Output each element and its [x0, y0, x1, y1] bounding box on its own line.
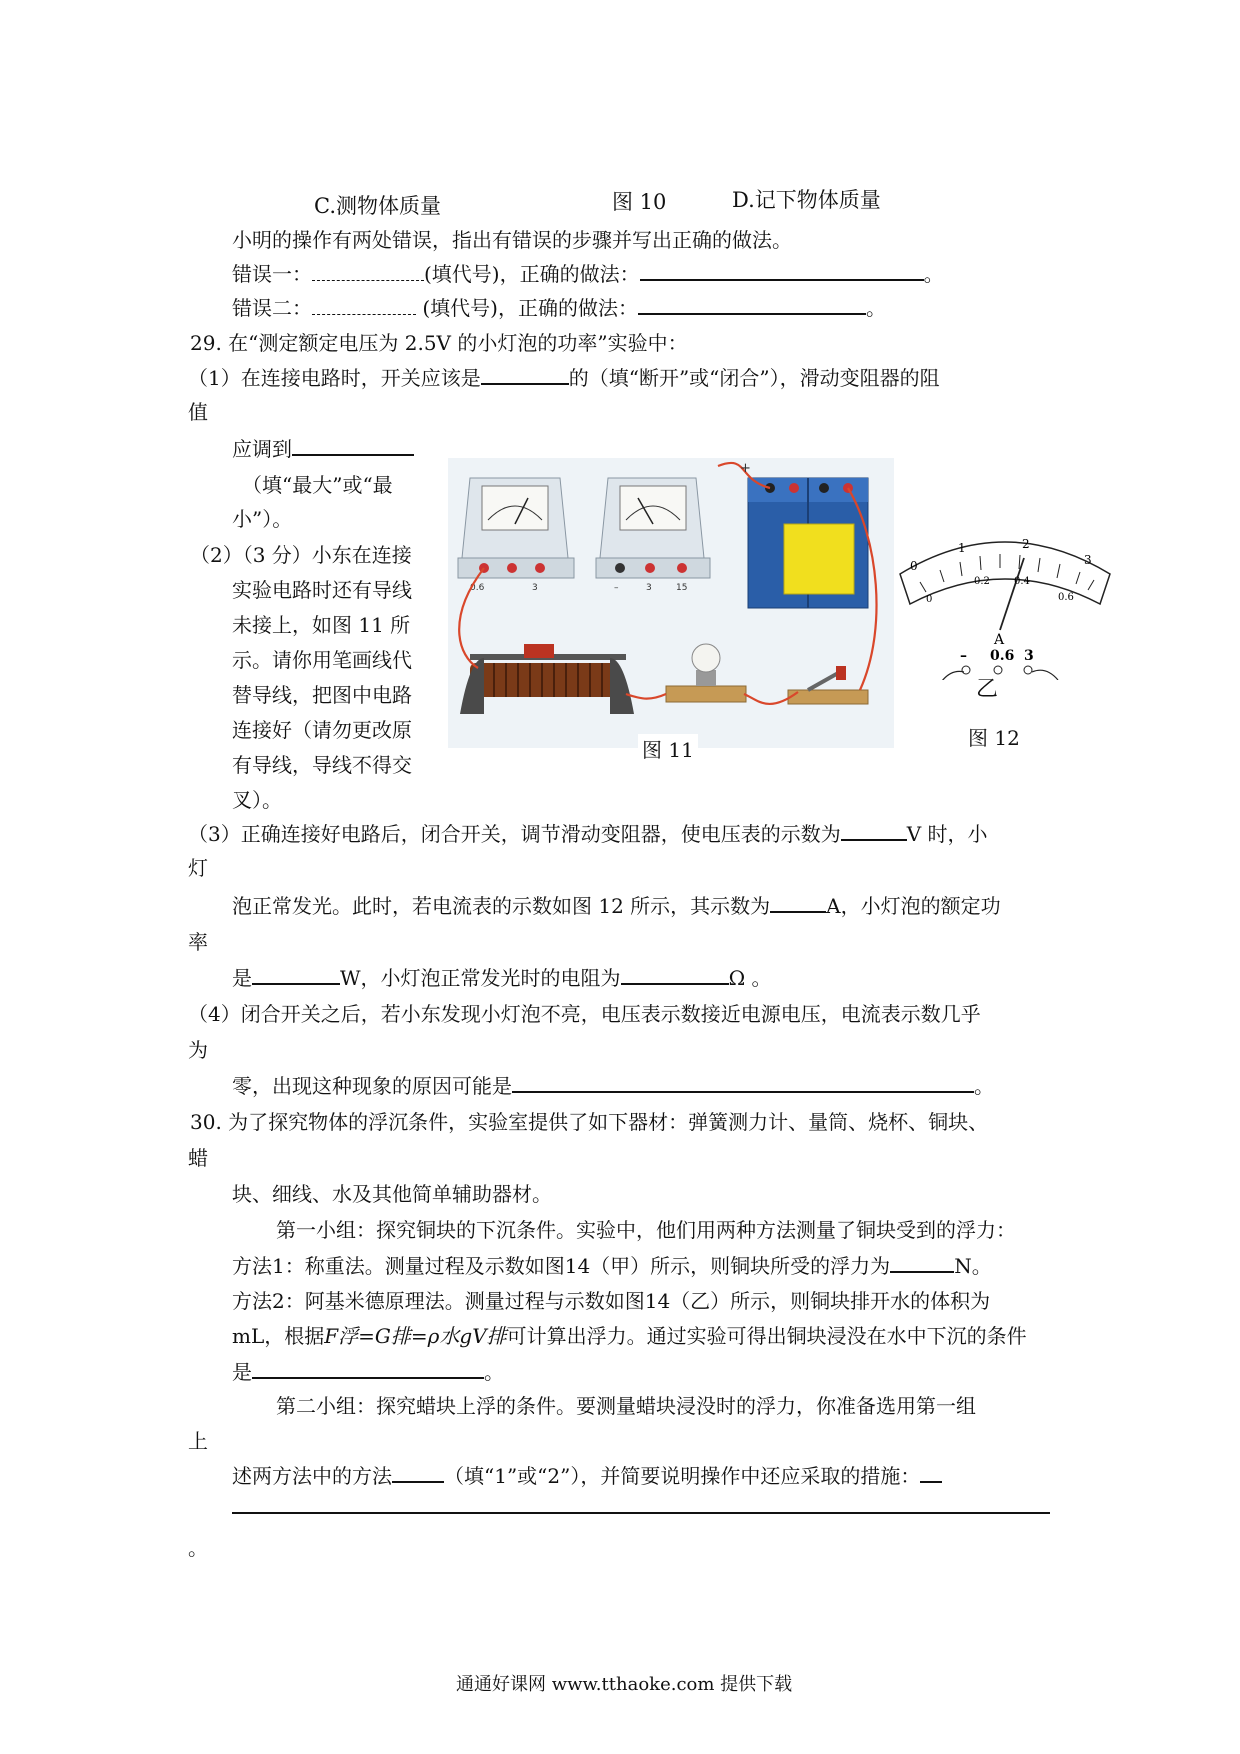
page-footer: 通通好课网 www.tthaoke.com 提供下载	[456, 1674, 793, 1695]
svg-text:+: +	[740, 461, 751, 476]
q29-title: 29. 在“测定额定电压为 2.5V 的小灯泡的功率”实验中：	[190, 331, 688, 355]
ammeter	[458, 478, 574, 578]
q29-part4-line1: （4）闭合开关之后，若小东发现小灯泡不亮，电压表示数接近电源电压，电流表示数几乎	[188, 1002, 981, 1026]
q29-part1-line2: 应调到	[232, 433, 414, 462]
sink-condition-blank[interactable]	[252, 1376, 484, 1379]
q30-method-choice: 述两方法中的方法 （填“1”或“2”），并简要说明操作中还应采取的措施：	[232, 1460, 942, 1489]
q30-line1: 30. 为了探究物体的浮沉条件，实验室提供了如下器材：弹簧测力计、量筒、烧杯、铜块、	[190, 1110, 989, 1134]
q30-condition-line: 是 。	[232, 1360, 504, 1384]
resistance-blank[interactable]	[621, 982, 729, 985]
scale-label: 0.4	[1014, 576, 1030, 587]
option-d: D.记下物体质量	[732, 188, 881, 212]
formula-g-displaced: G排	[374, 1324, 411, 1348]
q28-intro: 小明的操作有两处错误，指出有错误的步骤并写出正确的做法。	[232, 228, 792, 252]
current-blank[interactable]	[770, 910, 826, 913]
figure-11-caption: 图 11	[638, 734, 698, 763]
method-choice-blank[interactable]	[392, 1480, 444, 1483]
figure-12-caption: 图 12	[968, 726, 1020, 750]
q29-part1-wrap: 值	[188, 400, 208, 424]
error-one-code-blank[interactable]	[312, 280, 424, 281]
q29-part3-wrap: 灯	[188, 856, 208, 880]
ammeter-tick-3: 3	[532, 583, 538, 593]
voltmeter	[596, 478, 710, 578]
scale-label: 3	[1084, 553, 1092, 567]
fault-reason-blank[interactable]	[512, 1090, 974, 1093]
figure-12-ammeter-dial	[896, 520, 1114, 750]
q29-part4-wrap: 为	[188, 1038, 208, 1062]
rheostat-setting-blank[interactable]	[292, 453, 414, 456]
figure-11-circuit	[448, 458, 894, 762]
q29-part1: （1）在连接电路时，开关应该是 的（填“断开”或“闭合”），滑动变阻器的阻	[188, 366, 940, 390]
q30-line2: 块、细线、水及其他简单辅助器材。	[232, 1182, 552, 1206]
q29-part3-line1: （3）正确连接好电路后，闭合开关，调节滑动变阻器，使电压表的示数为 V 时，小	[188, 822, 988, 846]
q30-end-mark: 。	[188, 1536, 208, 1560]
ammeter-scale	[896, 520, 1114, 680]
measure-answer-line[interactable]	[232, 1512, 1050, 1514]
terminal-0.6: 0.6	[990, 648, 1015, 664]
ammeter-tick-0.6: 0.6	[470, 583, 485, 593]
q29-part3-line2: 泡正常发光。此时，若电流表的示数如图 12 所示，其示数为 A，小灯泡的额定功	[232, 894, 1001, 918]
figure-10-caption: 图 10	[612, 190, 667, 214]
terminal-3: 3	[1024, 648, 1034, 664]
q29-part3-line3: 是 W，小灯泡正常发光时的电阻为 Ω 。	[232, 966, 772, 990]
ammeter-unit-label: A	[994, 632, 1005, 648]
measure-blank-start[interactable]	[920, 1480, 942, 1483]
scale-label: 0.2	[974, 576, 990, 587]
q30-group1: 第一小组：探究铜块的下沉条件。实验中，他们用两种方法测量了铜块受到的浮力：	[276, 1218, 1016, 1242]
scale-label: 0	[926, 594, 933, 605]
q30-group2: 第二小组：探究蜡块上浮的条件。要测量蜡块浸没时的浮力，你准备选用第一组	[276, 1394, 976, 1418]
voltmeter-tick-minus: –	[614, 583, 619, 593]
scale-label: 2	[1022, 537, 1030, 551]
option-c: C.测物体质量	[314, 194, 441, 218]
voltmeter-tick-15: 15	[676, 583, 688, 593]
q30-method1: 方法1：称重法。测量过程及示数如图14（甲）所示，则铜块所受的浮力为 N。	[232, 1254, 992, 1278]
error-one-fix-blank[interactable]	[640, 278, 924, 281]
power-blank[interactable]	[252, 982, 340, 985]
figure-12-yi: 乙	[976, 677, 999, 702]
voltage-blank[interactable]	[841, 838, 907, 841]
q29-part4-line2: 零，出现这种现象的原因可能是 。	[232, 1074, 994, 1098]
scale-label: 0.6	[1058, 592, 1074, 603]
error-two-fix-blank[interactable]	[638, 312, 866, 315]
circuit-apparatus-illustration	[448, 458, 894, 748]
battery	[748, 478, 868, 608]
q28-error-two: 错误二： (填代号)，正确的做法： 。	[232, 296, 886, 320]
q28-error-one: 错误一： (填代号)，正确的做法： 。	[232, 262, 944, 286]
q30-wrap1: 蜡	[188, 1146, 208, 1170]
error-two-code-blank[interactable]	[312, 314, 416, 315]
q29-part1-hint: （填“最大”或“最	[242, 473, 393, 497]
formula-f-buoy: F浮	[324, 1324, 359, 1348]
q30-formula-line: mL，根据F浮=G排=ρ水gV排可计算出浮力。通过实验可得出铜块浸没在水中下沉的条件	[232, 1324, 1027, 1348]
q30-wrap2: 上	[188, 1429, 208, 1453]
q29-part1-hint2: 小”）。	[232, 507, 293, 531]
switch-state-blank[interactable]	[481, 382, 569, 385]
terminal-minus: –	[960, 648, 967, 664]
q30-method2: 方法2：阿基米德原理法。测量过程与示数如图14（乙）所示，则铜块排开水的体积为	[232, 1289, 991, 1313]
buoyancy-blank[interactable]	[890, 1270, 954, 1273]
scale-label: 0	[910, 559, 918, 573]
voltmeter-tick-3: 3	[646, 583, 652, 593]
q29-part3-wrap2: 率	[188, 930, 208, 954]
scale-label: 1	[958, 541, 966, 555]
formula-rho-g-v: ρ水gV排	[427, 1324, 507, 1348]
